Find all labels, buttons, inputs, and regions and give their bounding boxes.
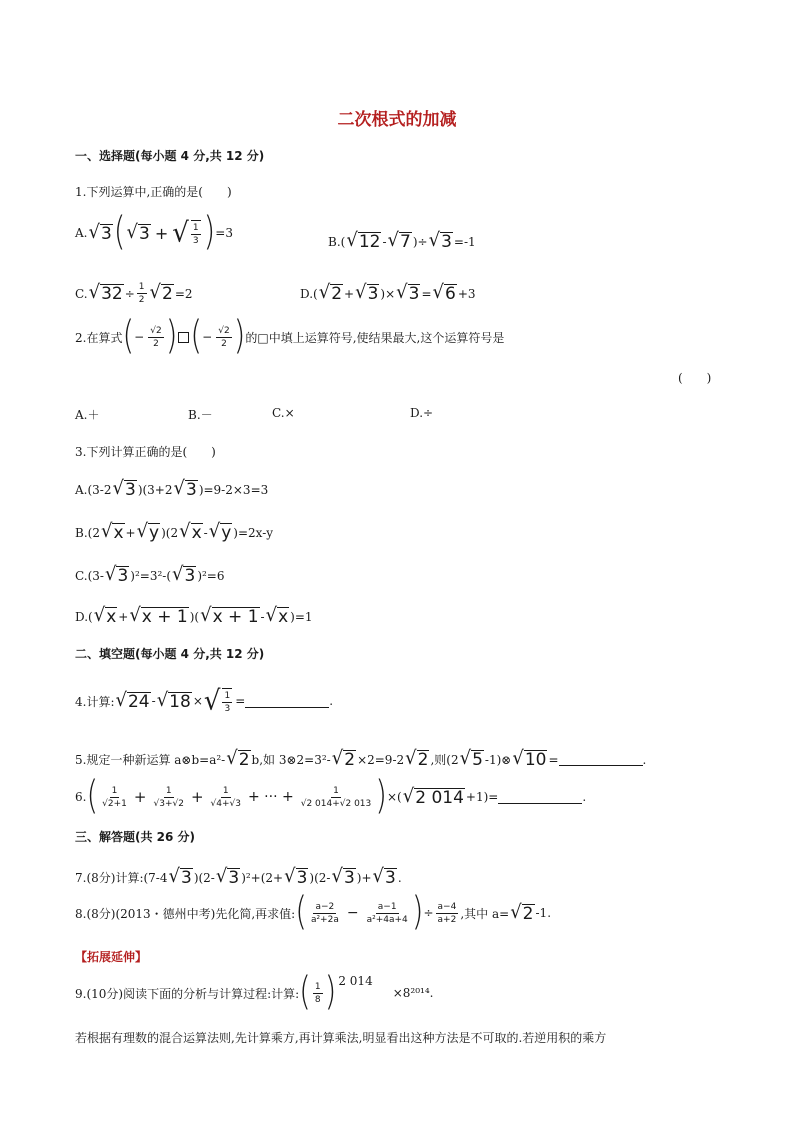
question-6: 6. ( $\frac{1}{√2+1}$ + $\frac{1}{√3+√2}$ + $\frac{1}{√4+√3}$ + ··· + $\frac{1}{√2 014+√2 013}$ ) ×( √ 2 014 +1)= . bbox=[75, 773, 587, 820]
paragraph-text: 若根据有理数的混合运算法则,先计算乘方,再计算乘法,明显看出这种方法是不可取的.若逆用积的乘方 bbox=[75, 1031, 607, 1045]
section-heading-fill: 二、填空题(每小题 4 分,共 12 分) bbox=[75, 647, 265, 661]
section-heading-choice: 一、选择题(每小题 4 分,共 12 分) bbox=[75, 149, 265, 163]
q2-option-d: D.÷ bbox=[410, 406, 434, 420]
question-5: 5.规定一种新运算 a⊗b=a²- √ 2 b,如 3⊗2=3²- √ 2 ×2=9-2 √ 2 ,则(2 √ 5 -1)⊗ √ 10 = . bbox=[75, 747, 647, 770]
section-heading-answer: 三、解答题(共 26 分) bbox=[75, 830, 196, 844]
operator-box bbox=[178, 332, 189, 343]
q3-option-c: C.(3- √ 3 )²=3²-( √ 3 )²=6 bbox=[75, 563, 225, 586]
sqrt-3: √ 3 bbox=[88, 220, 112, 244]
question-1-stem: 1.下列运算中,正确的是( ) bbox=[75, 185, 232, 199]
q1-option-a: A. √ 3 ( √ 3 + √ $\frac{1}{3}$ ) =3 bbox=[75, 209, 233, 256]
answer-blank-q4[interactable] bbox=[245, 695, 329, 708]
q2-option-c: C.× bbox=[272, 406, 295, 420]
q3-option-d: D.( √ x + √ x + 1 )( √ x + 1 - √ x )=1 bbox=[75, 604, 313, 627]
answer-blank-q5[interactable] bbox=[559, 753, 643, 766]
question-4: 4.计算: √ 24 - √ 18 × √ $\frac{1}{3}$ = . bbox=[75, 685, 334, 717]
answer-blank-q6[interactable] bbox=[498, 791, 582, 804]
q3-option-a: A.(3-2 √ 3 )(3+2 √ 3 )=9-2×3=3 bbox=[75, 477, 269, 500]
question-7: 7.(8分)计算:(7-4 √ 3 )(2- √ 3 )²+(2+ √ 3 )(2- √ 3 )+ √ 3 . bbox=[75, 865, 402, 888]
q3-option-b: B.(2 √ x + √ y )(2 √ x - √ y )=2x-y bbox=[75, 520, 274, 543]
question-3-stem: 3.下列计算正确的是( ) bbox=[75, 445, 216, 459]
q2-option-a: A.＋ bbox=[75, 408, 100, 422]
extension-heading: 【拓展延伸】 bbox=[75, 950, 148, 964]
q2-option-b: B.－ bbox=[188, 408, 213, 422]
question-2-stem: 2.在算式 ( − $\frac{√2}{2}$ ) ( − $\frac{√2}{2}$ ) 的□中填上运算符号,使结果最大,这个运算符号是 bbox=[75, 313, 505, 360]
question-8: 8.(8分)(2013・德州中考)先化简,再求值: ( $\frac{a-2}{\text{a²+2a}}$ − $\frac{a-1}{\text{a²+4a+4}}$ ) ÷ $\frac{a-4}{a+2}$ ,其中 a= √ 2 -1. bbox=[75, 889, 552, 936]
q1-option-d: D.( √ 2 + √ 3 )× √ 3 = √ 6 +3 bbox=[300, 281, 476, 304]
q1-option-c: C. √ 32 ÷ $\frac{1}{2}$ √ 2 =2 bbox=[75, 281, 193, 305]
q1-option-b: B.( √ 12 - √ 7 )÷ √ 3 =-1 bbox=[328, 229, 476, 252]
q2-answer-paren: ( ) bbox=[678, 371, 712, 385]
question-9: 9.(10分)阅读下面的分析与计算过程:计算: ( $\frac{1}{8}$ ) 2 014 ×8²⁰¹⁴. bbox=[75, 969, 434, 1016]
page-title: 二次根式的加减 bbox=[337, 110, 457, 130]
